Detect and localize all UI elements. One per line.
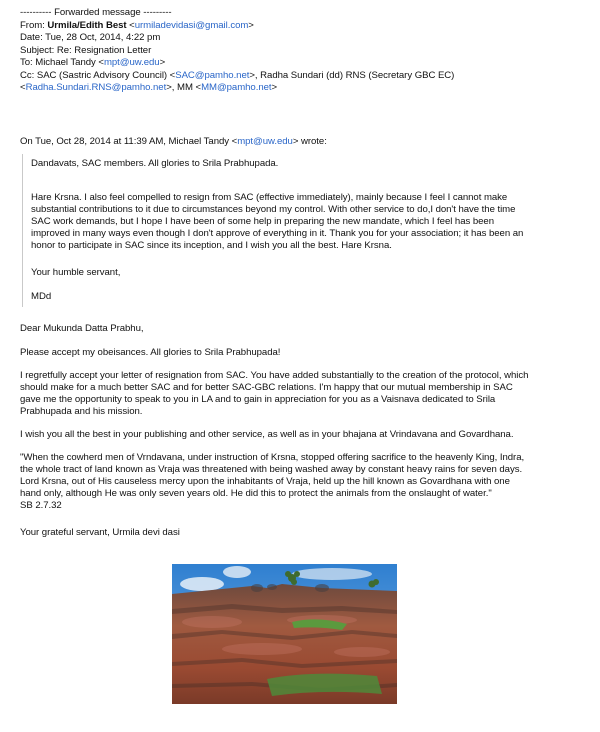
from-label: From:: [20, 19, 48, 31]
reply-paragraph-1: [20, 370, 600, 418]
sender-email-link[interactable]: urmiladevidasi@gmail.com: [134, 19, 249, 31]
quoted-body-line: substantial contributions to it due to circumstances beyond my control. With other service to do,I don't have the time: [31, 204, 516, 216]
quoted-body-line: improved in many ways even though I don't approve of everything in it. Thank you for your association; it has been an: [31, 228, 524, 240]
quote-line: the whole tract of land known as Vraja was threatened with being washed away by constant heavy rains for seven days.: [20, 464, 523, 476]
quoted-body-line: SAC work demands, but I hope I have been of some help in preparing the new mandate, which I feel has been: [31, 216, 495, 228]
subject-line: Subject: Re: Resignation Letter: [20, 44, 152, 56]
cc-line-continued: [20, 82, 277, 94]
cloud: [292, 568, 372, 580]
govardhana-hill-photo: [172, 564, 397, 704]
forwarded-separator: ---------- Forwarded message ---------: [20, 7, 172, 18]
angle-open: <: [20, 82, 26, 93]
cloud: [180, 577, 224, 591]
cloud: [223, 566, 251, 578]
paragraph-line: Prabhupada and his mission.: [20, 406, 143, 418]
reply-salutation: Dear Mukunda Datta Prabhu,: [20, 323, 144, 334]
attribution-email-link[interactable]: mpt@uw.edu: [237, 136, 293, 147]
paragraph-line: I regretfully accept your letter of resignation from SAC. You have added substantially to the creation of the protocol, which: [20, 370, 529, 381]
attribution-text: On Tue, Oct 28, 2014 at 11:39 AM, Michael Tandy <: [20, 136, 238, 147]
quoted-body-line: honor to participate in SAC since its inception, and I wish you all the best. Hare Krsna.: [31, 240, 392, 252]
reply-greeting: Please accept my obeisances. All glories to Srila Prabhupada!: [20, 347, 281, 358]
quote-line: hand only, although He was only seven years old. He did this to protect the animals from the onslaught of water.": [20, 488, 492, 500]
cc-line: [20, 70, 454, 82]
sender-name: Urmila/Edith Best: [47, 19, 127, 31]
cc-label: Cc: SAC (Sastric Advisory Council) <: [20, 69, 176, 81]
reply-signoff: Your grateful servant, Urmila devi dasi: [20, 527, 180, 538]
quote-line: "When the cowherd men of Vrndavana, under instruction of Krsna, stopped offering sacrifice to the heavenly King, Indra,: [20, 452, 525, 463]
quoted-greeting: Dandavats, SAC members. All glories to Srila Prabhupada.: [31, 158, 279, 169]
angle-close: >: [271, 82, 278, 93]
quoted-closing: Your humble servant,: [31, 267, 121, 278]
reply-paragraph-2: I wish you all the best in your publishing and other service, as well as in your bhajana at Vrindavana and Govardhana.: [20, 429, 514, 440]
angle-close: >: [248, 19, 254, 31]
to-line: [20, 57, 165, 69]
attribution-suffix: > wrote:: [292, 136, 327, 147]
paragraph-line: gave me the opportunity to speak to you in LA and to gain in appreciation for you as a Vaisnava dedicated to Srila: [20, 394, 496, 406]
quote-border: [22, 154, 23, 307]
hill-photo-illustration: [172, 564, 397, 704]
angle-open: <: [126, 19, 135, 31]
quote-attribution: [20, 136, 327, 148]
date-line: Date: Tue, 28 Oct, 2014, 4:22 pm: [20, 32, 161, 43]
paragraph-line: should make for a much better SAC and for better SAC-GBC relations. I'm happy that our mutual membership in SAC: [20, 382, 513, 394]
cc-sac-email-link[interactable]: SAC@pamho.net: [175, 69, 250, 81]
to-email-link[interactable]: mpt@uw.edu: [103, 57, 160, 68]
scripture-quote: [20, 452, 600, 512]
from-line: [20, 20, 254, 32]
cc-text: >, MM <: [166, 82, 202, 93]
to-label: To: Michael Tandy <: [20, 57, 104, 68]
quote-reference: SB 2.7.32: [20, 500, 62, 512]
cc-mm-email-link[interactable]: MM@pamho.net: [201, 82, 272, 93]
quote-line: Lord Krsna, out of His causeless mercy upon the inhabitants of Vraja, held up the hill known as Govardhana with one: [20, 476, 510, 488]
quoted-signature: MDd: [31, 291, 52, 302]
quoted-body: [31, 192, 600, 252]
cc-text: >, Radha Sundari (dd) RNS (Secretary GBC EC): [249, 69, 455, 81]
cc-radha-email-link[interactable]: Radha.Sundari.RNS@pamho.net: [25, 82, 167, 93]
quoted-body-line: Hare Krsna. I also feel compelled to resign from SAC (effective immediately), mainly because I feel I cannot make: [31, 192, 508, 203]
angle-close: >: [159, 57, 166, 68]
